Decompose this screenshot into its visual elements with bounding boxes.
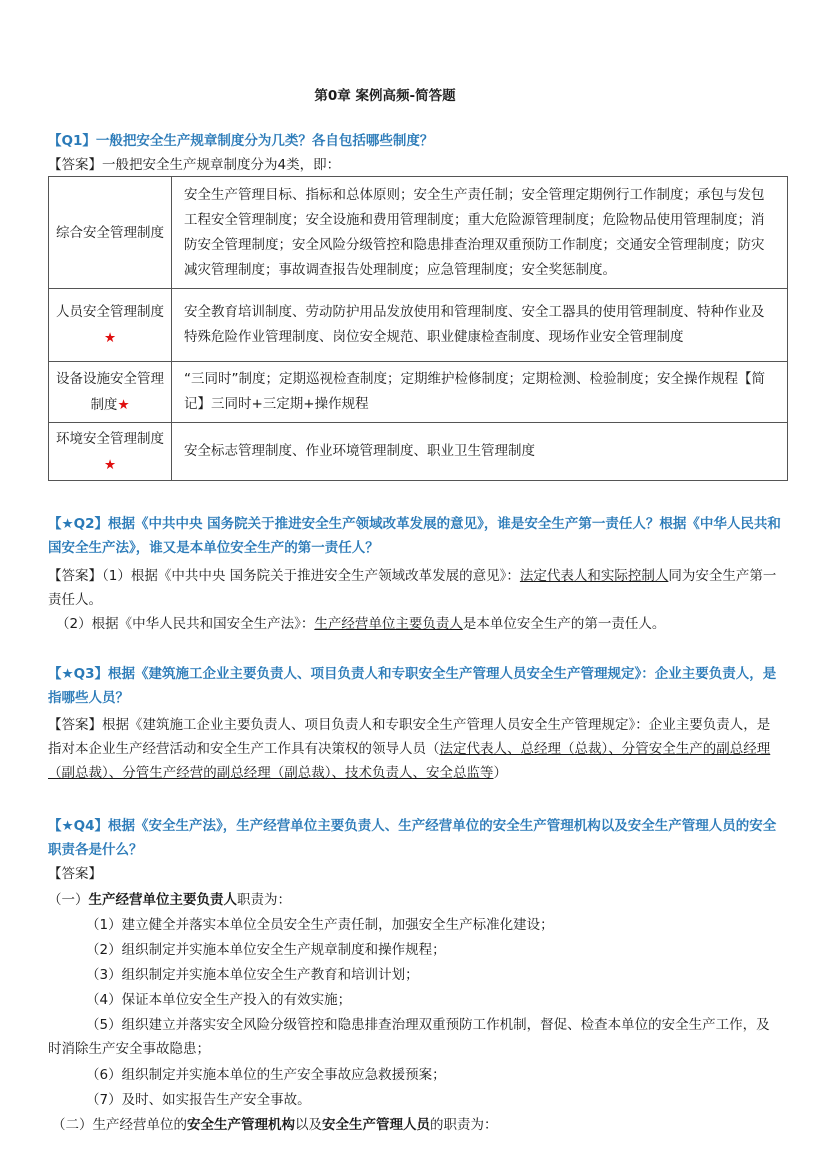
category-label: 设备设施安全管理制度 — [56, 371, 164, 413]
q4-section-1 — [48, 888, 783, 912]
section-conjunction: 以及 — [295, 1117, 322, 1133]
q1-answer-intro: 【答案】一般把安全生产规章制度分为4类，即： — [48, 157, 341, 173]
category-cell — [49, 177, 172, 289]
section-suffix: 的职责为： — [430, 1117, 498, 1133]
q4-question: 【★Q4】根据《安全生产法》，生产经营单位主要负责人、生产经营单位的安全生产管理机构以及安全生产管理人员的安全职责各是什么？ — [48, 818, 777, 858]
table-row — [49, 289, 788, 362]
content-cell: 安全标志管理制度、作业环境管理制度、职业卫生管理制度 — [172, 423, 788, 481]
category-label: 环境安全管理制度 — [56, 430, 164, 447]
list-item: （4）保证本单位安全生产投入的有效实施； — [86, 992, 352, 1008]
category-cell — [49, 362, 172, 423]
q2-answer-2 — [56, 612, 783, 636]
q2-question: 【★Q2】根据《中共中央 国务院关于推进安全生产领域改革发展的意见》，谁是安全生产第一责任人？根据《中华人民共和国安全生产法》，谁又是本单位安全生产的第一责任人？ — [48, 516, 781, 556]
section-suffix: 职责为： — [237, 892, 291, 908]
category-cell — [49, 289, 172, 362]
rules-table — [48, 176, 788, 481]
category-label: 人员安全管理制度 — [56, 304, 164, 320]
table-row — [49, 362, 788, 423]
list-item: （6）组织制定并实施本单位的生产安全事故应急救援预案； — [86, 1067, 446, 1083]
category-label: 综合安全管理制度 — [56, 224, 164, 241]
q2-a2-key: 生产经营单位主要负责人 — [314, 616, 463, 632]
q3-answer-suffix: ） — [493, 765, 507, 781]
content-cell: “三同时”制度；定期巡视检查制度；定期维护检修制度；定期检测、检验制度；安全操作规程【简记】三同时+三定期+操作规程 — [172, 362, 788, 423]
chapter-title: 第0章 案例高频-简答题 — [314, 88, 456, 104]
q3-answer-prefix: 【答案】根据《建筑施工企业主要负责人、项目负责人和专职安全生产管理人员安全生产管理规定》：企业主要负责人，是指对本企业生产经营活动和安全生产工作具有决策权的领导人员（ — [48, 717, 771, 757]
q4-section-2 — [52, 1113, 787, 1137]
q3-answer-key: 法定代表人、总经理（总裁）、分管安全生产的副总经理（副总裁）、分管生产经营的副总经理（副总裁）、技术负责人、安全总监等 — [48, 741, 771, 781]
star-icon: ★ — [103, 330, 117, 346]
q2-a1-prefix: 【答案】（1）根据《中共中央 国务院关于推进安全生产领域改革发展的意见》： — [48, 568, 520, 584]
q2-answer-1 — [48, 564, 783, 612]
section-prefix: （二）生产经营单位的 — [52, 1117, 187, 1133]
q3-question: 【★Q3】根据《建筑施工企业主要负责人、项目负责人和专职安全生产管理人员安全生产管理规定》：企业主要负责人，是指哪些人员？ — [48, 666, 777, 706]
list-item: （3）组织制定并实施本单位安全生产教育和培训计划； — [86, 967, 419, 983]
q1-question: 【Q1】一般把安全生产规章制度分为几类？各自包括哪些制度？ — [48, 133, 434, 149]
section-subject-1: 安全生产管理机构 — [187, 1117, 295, 1133]
section-subject-2: 安全生产管理人员 — [322, 1117, 430, 1133]
star-icon: ★ — [117, 397, 130, 413]
list-item: （7）及时、如实报告生产安全事故。 — [86, 1092, 311, 1108]
table-row — [49, 423, 788, 481]
table-row — [49, 177, 788, 289]
list-item: （1）建立健全并落实本单位全员安全生产责任制，加强安全生产标准化建设； — [86, 917, 554, 933]
list-item: （5）组织建立并落实安全风险分级管控和隐患排查治理双重预防工作机制，督促、检查本单位的安全生产工作，及时消除生产安全事故隐患； — [48, 1017, 770, 1057]
content-cell: 安全教育培训制度、劳动防护用品发放使用和管理制度、安全工器具的使用管理制度、特种作业及特殊危险作业管理制度、岗位安全规范、职业健康检查制度、现场作业安全管理制度 — [172, 289, 788, 362]
q3-answer — [48, 713, 783, 785]
content-cell: 安全生产管理目标、指标和总体原则；安全生产责任制；安全管理定期例行工作制度；承包与发包工程安全管理制度；安全设施和费用管理制度；重大危险源管理制度；危险物品使用管理制度；消防安全管理制度；安全风险分级管控和隐患排查治理双重预防工作制度；交通安全管理制度；防灾减灾管理制度；事故调查报告处理制度；应急管理制度；安全奖惩制度。 — [172, 177, 788, 289]
q2-a1-key: 法定代表人和实际控制人 — [519, 568, 669, 584]
section-number: （一） — [48, 892, 89, 908]
section-subject: 生产经营单位主要负责人 — [88, 892, 237, 908]
q4-answer-label: 【答案】 — [48, 866, 102, 882]
q2-a2-prefix: （2）根据《中华人民共和国安全生产法》： — [56, 616, 315, 632]
q2-a2-suffix: 是本单位安全生产的第一责任人。 — [462, 616, 666, 632]
list-item: （2）组织制定并实施本单位安全生产规章制度和操作规程； — [86, 942, 446, 958]
category-cell — [49, 423, 172, 481]
q2-a1-suffix: 同为安全生产第一责任人。 — [48, 568, 777, 608]
star-icon: ★ — [103, 456, 117, 473]
